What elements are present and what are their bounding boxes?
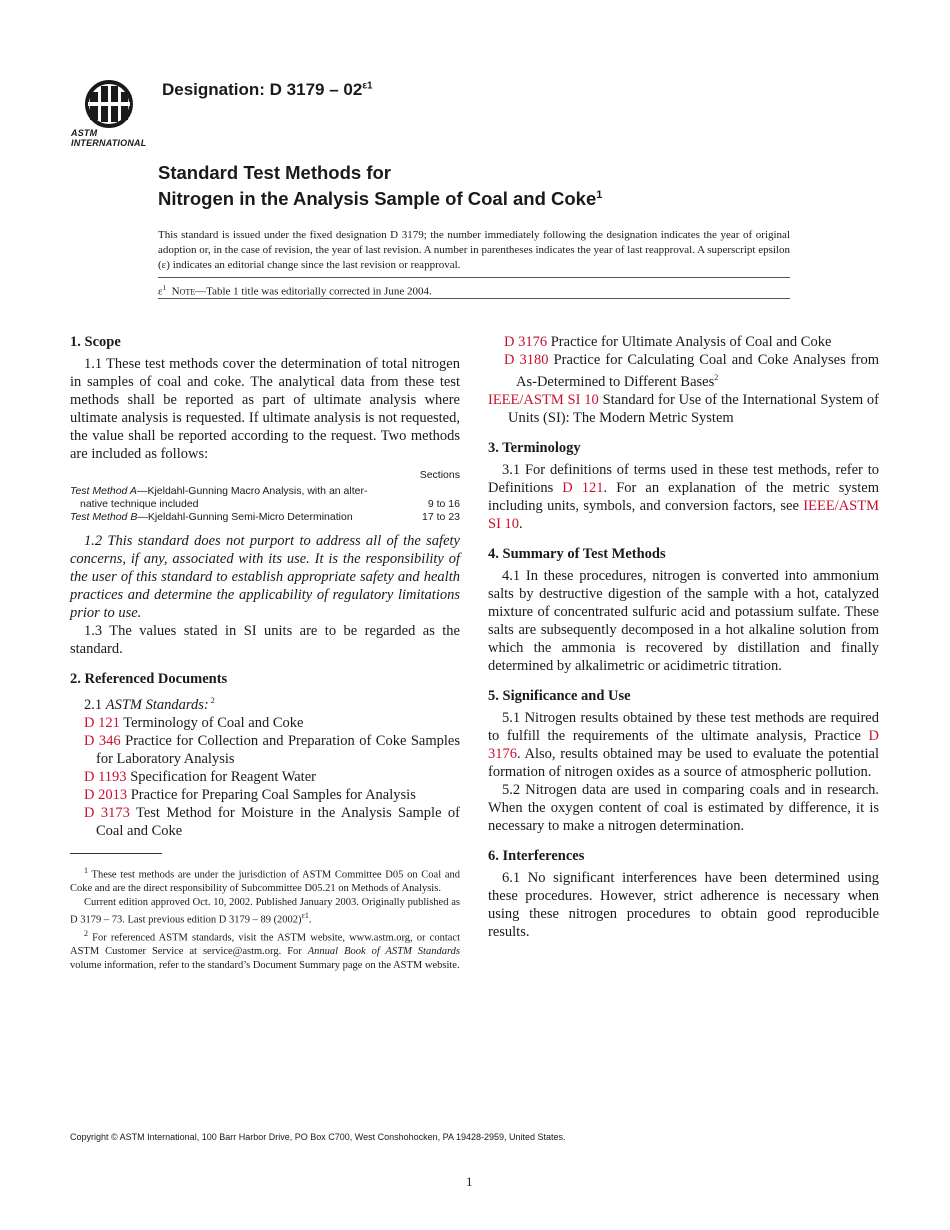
reference-link[interactable]: D 3176	[504, 334, 548, 350]
left-column	[70, 333, 460, 840]
reference-link[interactable]: IEEE/ASTM SI 10	[488, 391, 599, 408]
footnotes	[70, 864, 460, 972]
document-title	[158, 162, 798, 210]
logo-text: ASTM INTERNATIONAL	[71, 128, 147, 148]
definitions-link[interactable]: D 121	[562, 479, 604, 496]
right-column	[488, 333, 879, 941]
page-number: 1	[466, 1174, 473, 1189]
reference-item: D 1193 Specification for Reagent Water	[84, 768, 316, 785]
paragraph-2-1: 2.1 ASTM Standards: $^2$	[84, 696, 215, 713]
reference-item: D 3176 Practice for Ultimate Analysis of Coal and Coke	[504, 334, 832, 350]
method-b-sections: 17 to 23	[422, 511, 460, 523]
si10-link[interactable]: IEEE/ASTM SI 10	[488, 497, 879, 532]
reference-link[interactable]: D 346	[84, 732, 121, 749]
copyright: Copyright © ASTM International, 100 Barr Harbor Drive, PO Box C700, West Conshohocken, PA 19428-2959, United States.	[70, 1132, 566, 1142]
issuance-statement: This standard is issued under the fixed designation D 3179; the number immediately following the designation indicates the year of original adoption or, in the case of revision, the year of last revision. A number in parentheses indicates the year of last reapproval. A superscript epsilon (ε) indicates an editorial change since the last revision or reapproval.	[158, 229, 790, 271]
section-heading-referenced-documents: 2. Referenced Documents	[70, 671, 228, 687]
paragraph-1-3: 1.3 The values stated in SI units are to be regarded as the standard.	[70, 623, 460, 657]
footnote-1-edition: Current edition approved Oct. 10, 2002. Published January 2003. Originally published as D 3179 – 73. Last previous edition D 3179 – 89 (2002)$^{\varepsilon 1}$.	[70, 896, 460, 926]
paragraph-5-1: 5.1 Nitrogen results obtained by these test methods are required to fulfill the requirements of the ultimate analysis, Practice D 3176. Also, results obtained may be used to evaluate the potential formation of nitrogen oxides as a source of atmospheric pollution.	[488, 709, 879, 780]
paragraph-4-1: 4.1 In these procedures, nitrogen is converted into ammonium salts by destructive digestion of the sample with a hot, catalyzed mixture of concentrated sulfuric acid and potassium sulfate. These salts are subsequently decomposed in a hot alkaline solution from which the ammonia is recovered by distillation and finally determined by alkalimetric or acidimetric titration.	[488, 567, 879, 674]
reference-item: D 2013 Practice for Preparing Coal Samples for Analysis	[84, 786, 416, 803]
title-line-2: Nitrogen in the Analysis Sample of Coal and Coke$^1$	[158, 188, 603, 210]
reference-item: D 346 Practice for Collection and Preparation of Coke Samples for Laboratory Analysis	[84, 732, 460, 767]
reference-link[interactable]: D 3180	[504, 352, 549, 368]
editorial-note: $\varepsilon^1$ Note—Table 1 title was editorially corrected in June 2004.	[158, 284, 432, 298]
divider	[158, 298, 790, 299]
title-line-1: Standard Test Methods for	[158, 162, 391, 183]
reference-item: D 3180 Practice for Calculating Coal and Coke Analyses from As-Determined to Different Bases$^2$	[504, 352, 879, 390]
paragraph-1-1: 1.1 These test methods cover the determination of total nitrogen in samples of coal and coke. The analytical data from these test methods shall be reported as part of ultimate analysis where ultimate analysis is requested. If ultimate analysis is not requested, the value shall be reported according to the request. Two methods are included as follows:	[70, 356, 460, 462]
designation: Designation: D $3179 - 02^{\varepsilon 1}$	[162, 80, 373, 99]
section-heading-summary: 4. Summary of Test Methods	[488, 545, 666, 562]
method-a-sections: 9 to 16	[427, 498, 460, 510]
reference-link[interactable]: D 121	[84, 714, 120, 731]
method-a-row: Test Method A—Kjeldahl-Gunning Macro Analysis, with an alter-	[70, 485, 368, 497]
reference-link[interactable]: D 2013	[84, 786, 128, 803]
astm-logo	[68, 78, 150, 148]
paragraph-6-1: 6.1 No significant interferences have been determined using these procedures. However, strict adherence is necessary when using these nitrogen procedures to obtain good reproducible results.	[488, 869, 879, 940]
section-heading-scope: 1. Scope	[70, 334, 121, 350]
method-b-row: Test Method B—Kjeldahl-Gunning Semi-Micro Determination 17 to 23	[70, 511, 460, 523]
paragraph-3-1: 3.1 For definitions of terms used in these test methods, refer to Definitions D 121. For an explanation of the metric system including units, symbols, and conversion factors, see IEEE/ASTM SI 10.	[488, 461, 879, 532]
reference-link[interactable]: D 1193	[84, 768, 127, 785]
section-heading-significance: 5. Significance and Use	[488, 687, 631, 704]
footnote-rule	[70, 853, 162, 854]
paragraph-1-2: 1.2 This standard does not purport to address all of the safety concerns, if any, associated with its use. It is the responsibility of the user of this standard to establish appropriate safety and health practices and determine the applicability of regulatory limitations prior to use.	[70, 533, 460, 621]
footnote-2: $^2$ For referenced ASTM standards, visit the ASTM website, www.astm.org, or contact ASTM Customer Service at service@astm.org. For Annual Book of ASTM Standards volume information, refer to the standard’s Document Summary page on the ASTM website.	[70, 929, 460, 971]
footnote-1: $^1$ These test methods are under the jurisdiction of ASTM Committee D05 on Coal and Coke and are the direct responsibility of Subcommittee D05.21 on Methods of Analysis.	[70, 866, 460, 894]
section-heading-terminology: 3. Terminology	[488, 439, 581, 456]
d3176-link[interactable]: D 3176	[488, 727, 879, 762]
methods-table: Sections Test Method A—Kjeldahl-Gunning Macro Analysis, with an alter- native technique included 9 to 16 Test Method B—Kjeldahl-Gunning Semi-Micro Determination 17 to 23	[70, 469, 460, 523]
reference-item: D 3173 Test Method for Moisture in the Analysis Sample of Coal and Coke	[84, 804, 460, 839]
sections-header: Sections	[419, 469, 460, 481]
reference-item: IEEE/ASTM SI 10 Standard for Use of the International System of Units (SI): The Modern Metric System	[488, 391, 880, 426]
paragraph-5-2: 5.2 Nitrogen data are used in comparing coals and in research. When the oxygen content of coal is estimated by difference, it is necessary to make a nitrogen determination.	[488, 781, 879, 834]
section-heading-interferences: 6. Interferences	[488, 847, 585, 864]
divider	[158, 277, 790, 278]
reference-link[interactable]: D 3173	[84, 804, 130, 821]
reference-item: D 121 Terminology of Coal and Coke	[84, 714, 304, 731]
